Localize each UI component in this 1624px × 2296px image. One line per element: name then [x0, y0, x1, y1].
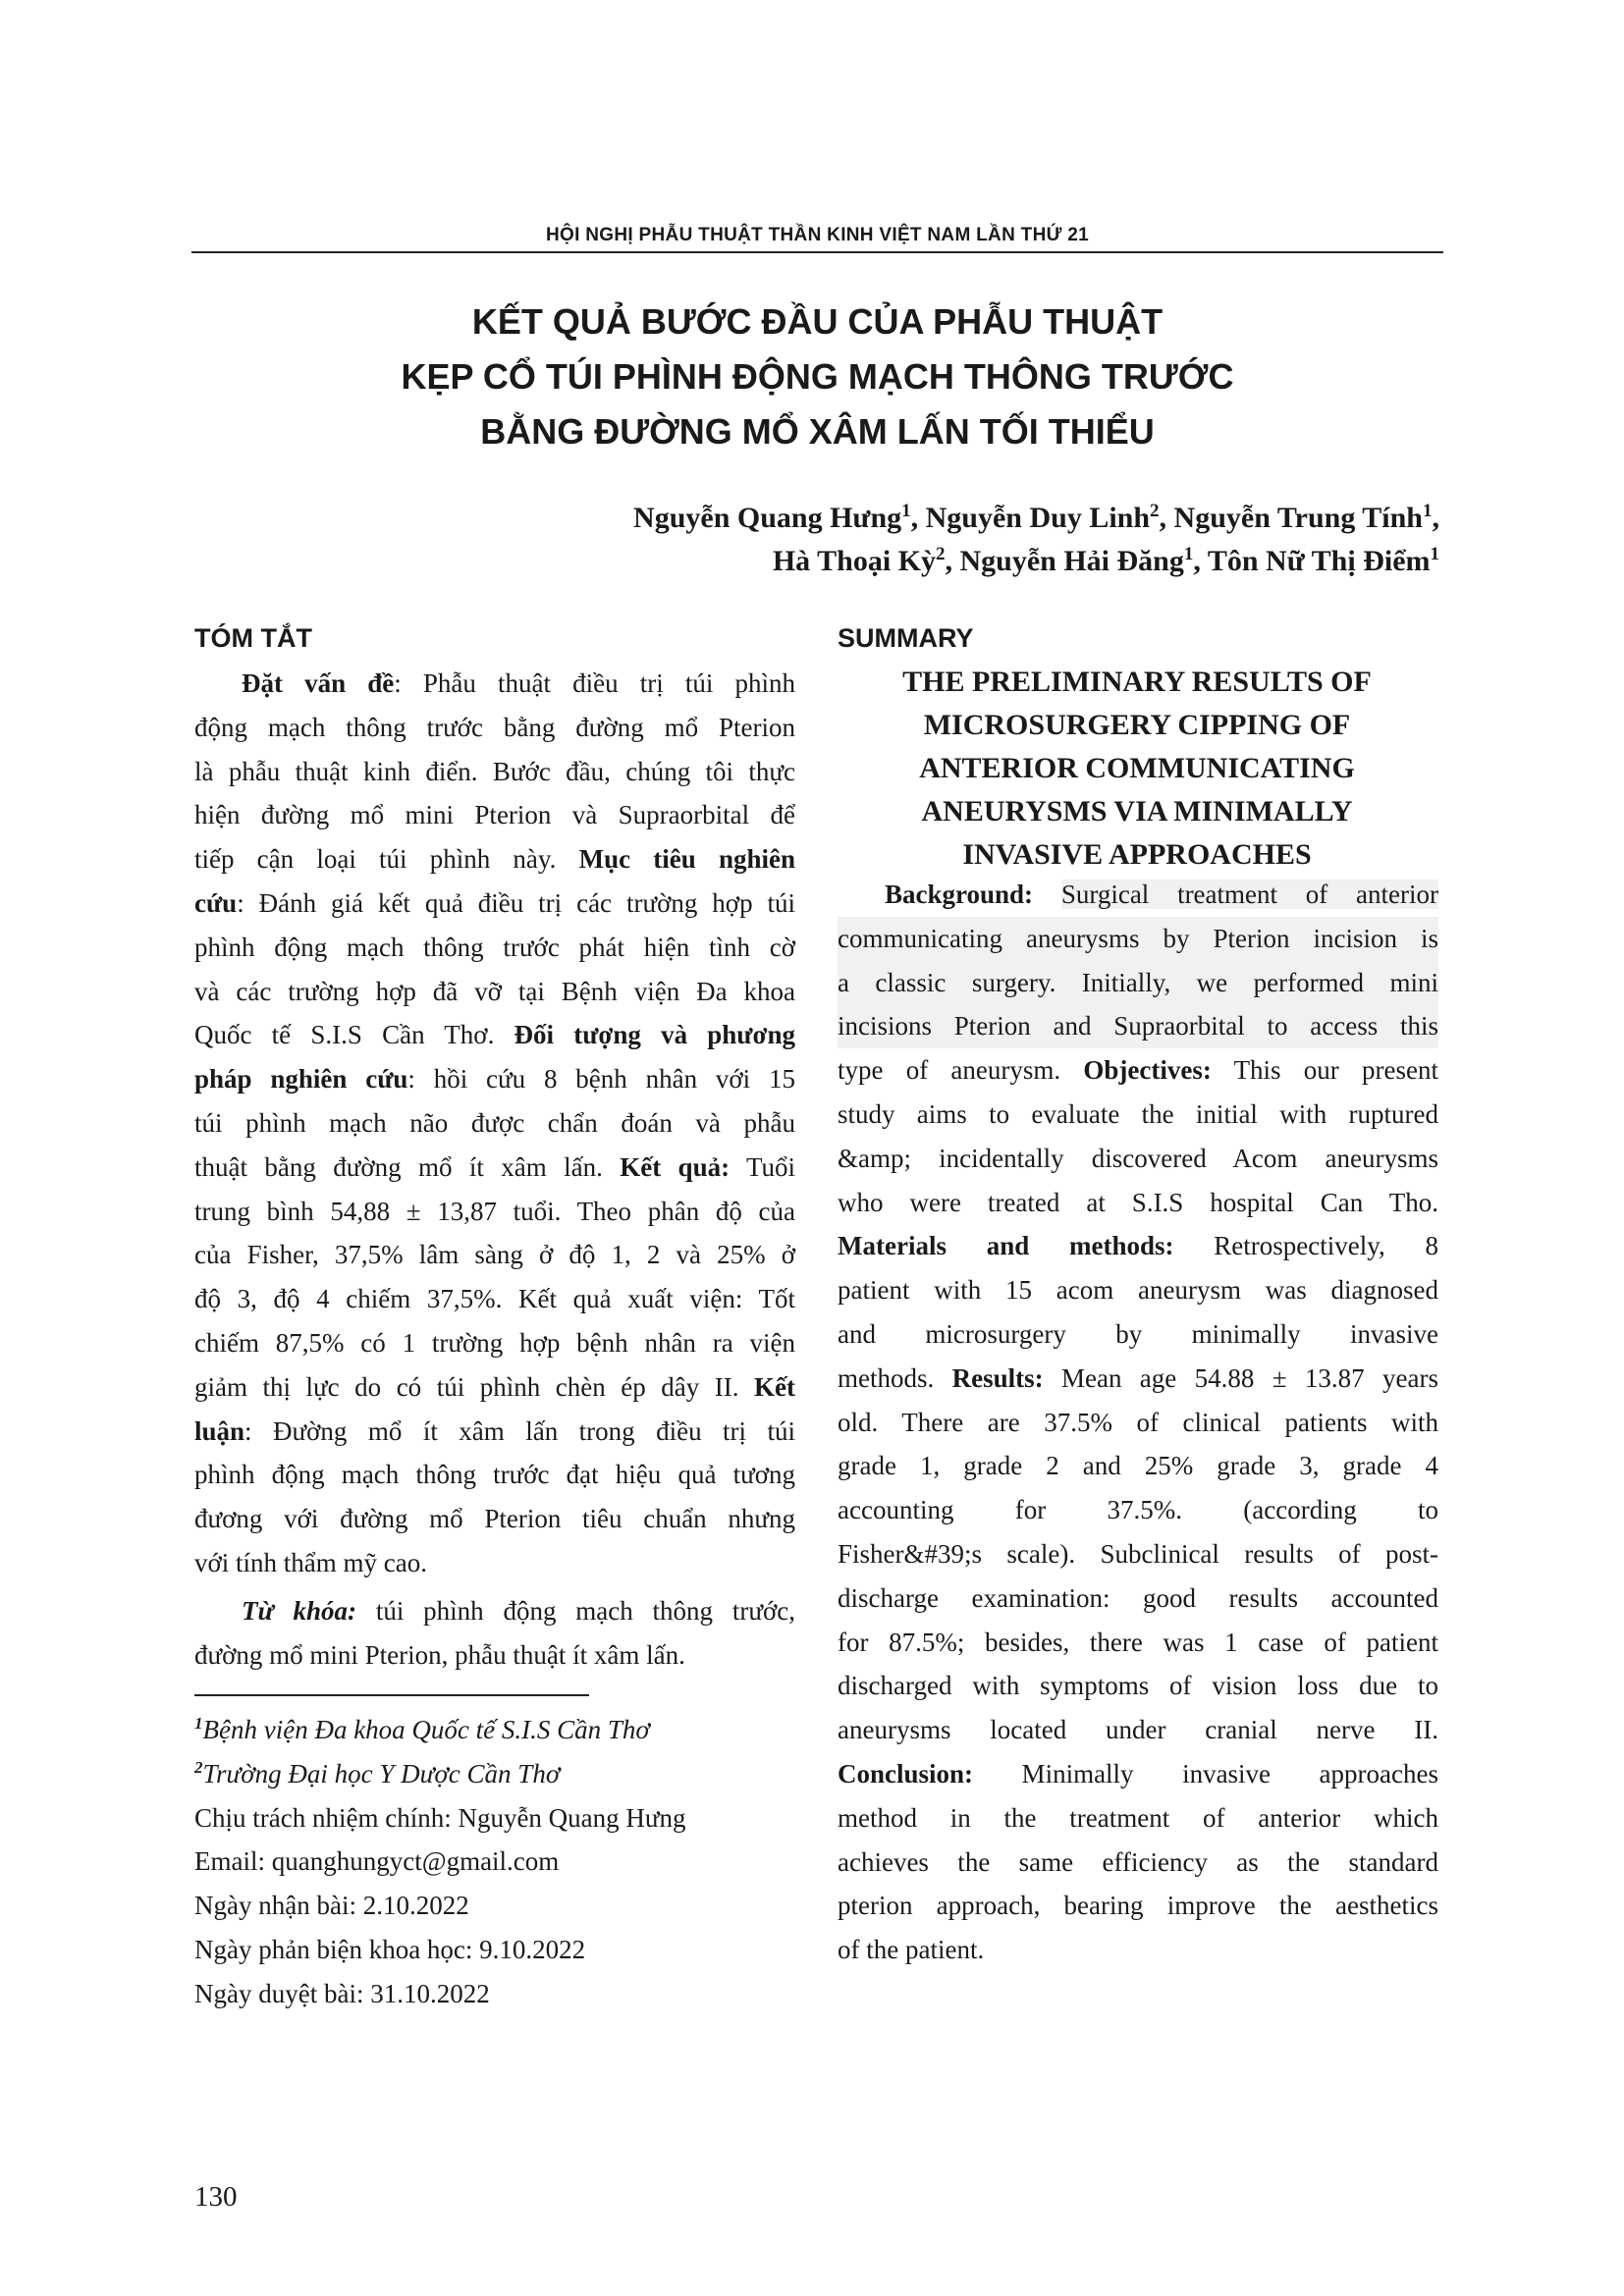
en-abstract-body	[838, 873, 1438, 1972]
author-line	[633, 497, 1439, 540]
author-separator: ,	[1193, 545, 1208, 577]
abstract-line: type of aneurysm. Objectives: This our present	[838, 1055, 1438, 1086]
keywords-line: đường mổ mini Pterion, phẫu thuật ít xâm lấn.	[194, 1639, 685, 1670]
en-title-line: ANEURYSMS VIA MINIMALLY	[921, 795, 1353, 828]
email: Email: quanghungyct@gmail.com	[194, 1846, 560, 1877]
author-name: Nguyễn Trung Tính	[1173, 502, 1423, 534]
abstract-line: achieves the same efficiency as the standard	[838, 1846, 1438, 1877]
en-title-line: THE PRELIMINARY RESULTS OF	[902, 666, 1372, 698]
abstract-line: phình động mạch thông trước đạt hiệu quả tương	[194, 1460, 795, 1490]
author-separator: ,	[945, 545, 960, 577]
author-name: Hà Thoại Kỳ	[772, 545, 936, 577]
abstract-line: với tính thẩm mỹ cao.	[194, 1547, 427, 1577]
abstract-line: aneurysms located under cranial nerve II.	[838, 1715, 1438, 1745]
vn-abstract-body	[194, 662, 795, 1677]
abstract-line: động mạch thông trước bằng đường mổ Pterion	[194, 712, 795, 742]
author-separator: ,	[910, 502, 926, 534]
abstract-line: thuật bằng đường mổ ít xâm lấn. Kết quả: Tuổi	[194, 1151, 796, 1182]
running-header: HỘI NGHỊ PHẪU THUẬT THẦN KINH VIỆT NAM LẦN THỨ 21	[546, 225, 1089, 245]
abstract-line: patient with 15 acom aneurysm was diagnosed	[838, 1275, 1438, 1306]
abstract-line: pháp nghiên cứu: hồi cứu 8 bệnh nhân với 15	[194, 1064, 795, 1095]
section-label: Materials and methods:	[838, 1231, 1174, 1261]
section-label: Results:	[951, 1362, 1044, 1393]
affiliation-mark: 1	[194, 1714, 203, 1733]
abstract-line: and microsurgery by minimally invasive	[838, 1318, 1438, 1349]
abstract-line: accounting for 37.5%. (according to	[838, 1495, 1438, 1525]
abstract-line: &amp; incidentally discovered Acom aneurysms	[838, 1143, 1438, 1173]
section-label: Background:	[885, 880, 1034, 909]
footnotes	[194, 1708, 686, 2016]
abstract-line: và các trường hợp đã vỡ tại Bệnh viện Đa khoa	[194, 976, 795, 1006]
abstract-line: communicating aneurysms by Pterion incision is	[838, 917, 1438, 961]
accepted-date: Ngày duyệt bài: 31.10.2022	[194, 1978, 490, 2008]
abstract-line: a classic surgery. Initially, we performed mini	[838, 961, 1438, 1005]
author-affiliation-mark: 2	[936, 544, 946, 564]
section-label: Đặt vấn đề	[242, 668, 395, 698]
en-title-line: INVASIVE APPROACHES	[962, 838, 1312, 871]
abstract-line: method in the treatment of anterior which	[838, 1802, 1438, 1833]
corresponding-author: Chịu trách nhiệm chính: Nguyễn Quang Hưng	[194, 1802, 686, 1833]
abstract-line: Fisher&#39;s scale). Subclinical results of post-	[838, 1538, 1438, 1569]
abstract-line: chiếm 87,5% có 1 trường hợp bệnh nhân ra viện	[194, 1327, 795, 1358]
abstract-line: tiếp cận loại túi phình này. Mục tiêu nghiên	[194, 844, 795, 875]
affiliation-text: Bệnh viện Đa khoa Quốc tế S.I.S Cần Thơ	[202, 1715, 650, 1744]
author-name: Nguyễn Quang Hưng	[633, 502, 902, 534]
section-label: Kết	[754, 1371, 795, 1402]
review-date: Ngày phản biện khoa học: 9.10.2022	[194, 1934, 586, 1964]
abstract-line: trung bình 54,88 ± 13,87 tuổi. Theo phân độ của	[194, 1196, 795, 1226]
abstract-line: túi phình mạch não được chẩn đoán và phẫu	[194, 1107, 795, 1138]
abstract-line: for 87.5%; besides, there was 1 case of patient	[838, 1627, 1438, 1657]
section-label: Kết quả:	[620, 1151, 731, 1182]
author-affiliation-mark: 1	[1430, 544, 1439, 564]
abstract-line: cứu: Đánh giá kết quả điều trị các trường hợp túi	[194, 887, 795, 918]
abstract-line: methods. Results: Mean age 54.88 ± 13.87 years	[838, 1362, 1438, 1393]
title-line: KẾT QUẢ BƯỚC ĐẦU CỦA PHẪU THUẬT	[471, 301, 1164, 342]
abstract-line: của Fisher, 37,5% lâm sàng ở độ 1, 2 và 25% ở	[194, 1240, 795, 1270]
author-separator: ,	[1432, 502, 1439, 534]
abstract-line: đương với đường mổ Pterion tiêu chuẩn nhưng	[194, 1504, 795, 1534]
section-label: pháp nghiên cứu	[194, 1064, 408, 1095]
abstract-line: phình động mạch thông trước phát hiện tình cờ	[194, 932, 795, 962]
author-list	[633, 497, 1439, 583]
abstract-line: study aims to evaluate the initial with ruptured	[838, 1098, 1438, 1129]
abstract-line: old. There are 37.5% of clinical patients with	[838, 1407, 1438, 1437]
abstract-line: luận: Đường mổ ít xâm lấn trong điều trị túi	[194, 1415, 795, 1446]
title-line: KẸP CỔ TÚI PHÌNH ĐỘNG MẠCH THÔNG TRƯỚC	[401, 356, 1234, 397]
abstract-line: pterion approach, bearing improve the aesthetics	[838, 1891, 1438, 1921]
section-label: Mục tiêu nghiên	[578, 844, 795, 875]
abstract-line: Conclusion: Minimally invasive approaches	[838, 1758, 1438, 1789]
keywords-line: Từ khóa: túi phình động mạch thông trước,	[242, 1595, 795, 1626]
abstract-line: who were treated at S.I.S hospital Can Tho.	[838, 1187, 1438, 1217]
affiliation	[194, 1752, 686, 1796]
abstract-line: độ 3, độ 4 chiếm 37,5%. Kết quả xuất viện: Tốt	[194, 1284, 795, 1314]
title-line: BẰNG ĐƯỜNG MỔ XÂM LẤN TỐI THIỂU	[480, 411, 1155, 452]
abstract-line: Quốc tế S.I.S Cần Thơ. Đối tượng và phương	[194, 1020, 795, 1050]
article-title	[191, 294, 1443, 459]
affiliation	[194, 1708, 686, 1752]
author-separator: ,	[1159, 502, 1174, 534]
author-affiliation-mark: 1	[1183, 544, 1194, 564]
section-label: Conclusion:	[838, 1758, 974, 1789]
abstract-line: grade 1, grade 2 and 25% grade 3, grade 4	[838, 1451, 1438, 1481]
abstract-line: hiện đường mổ mini Pterion và Supraorbital để	[194, 800, 795, 830]
affiliation-mark: 2	[194, 1757, 203, 1777]
section-label: luận	[194, 1415, 245, 1446]
author-affiliation-mark: 1	[901, 501, 911, 521]
page-number: 130	[194, 2181, 238, 2213]
affiliation-text: Trường Đại học Y Dược Cần Thơ	[202, 1758, 561, 1789]
en-title-line: ANTERIOR COMMUNICATING	[919, 752, 1355, 784]
en-title	[838, 661, 1436, 877]
author-name: Nguyễn Hải Đăng	[959, 545, 1184, 577]
section-label: Objectives:	[1083, 1055, 1212, 1086]
author-affiliation-mark: 1	[1423, 501, 1433, 521]
footnote-rule	[194, 1694, 589, 1696]
abstract-line: discharged with symptoms of vision loss due to	[838, 1671, 1438, 1701]
abstract-line: Đặt vấn đề: Phẫu thuật điều trị túi phình	[242, 668, 795, 698]
received-date: Ngày nhận bài: 2.10.2022	[194, 1891, 469, 1921]
abstract-line: incisions Pterion and Supraorbital to access this	[838, 1004, 1438, 1048]
vn-abstract-heading: TÓM TẮT	[194, 623, 312, 653]
header-rule	[191, 251, 1443, 253]
abstract-line: discharge examination: good results accounted	[838, 1582, 1438, 1613]
section-label: Đối tượng và phương	[514, 1020, 795, 1050]
en-title-line: MICROSURGERY CIPPING OF	[923, 709, 1351, 741]
author-line	[633, 540, 1439, 583]
abstract-line: là phẫu thuật kinh điển. Bước đầu, chúng tôi thực	[194, 756, 795, 786]
en-abstract-heading: SUMMARY	[838, 623, 974, 653]
abstract-line: giảm thị lực do có túi phình chèn ép dây II. Kết	[194, 1371, 795, 1402]
abstract-line: Materials and methods: Retrospectively, 8	[838, 1231, 1438, 1261]
author-affiliation-mark: 2	[1150, 501, 1160, 521]
keywords-label: Từ khóa:	[242, 1595, 356, 1626]
abstract-line: of the patient.	[838, 1935, 985, 1965]
section-label: cứu	[194, 887, 238, 918]
author-name: Tôn Nữ Thị Điểm	[1207, 545, 1431, 577]
abstract-line: Background: Surgical treatment of anterior	[885, 880, 1438, 909]
author-name: Nguyễn Duy Linh	[925, 502, 1151, 534]
